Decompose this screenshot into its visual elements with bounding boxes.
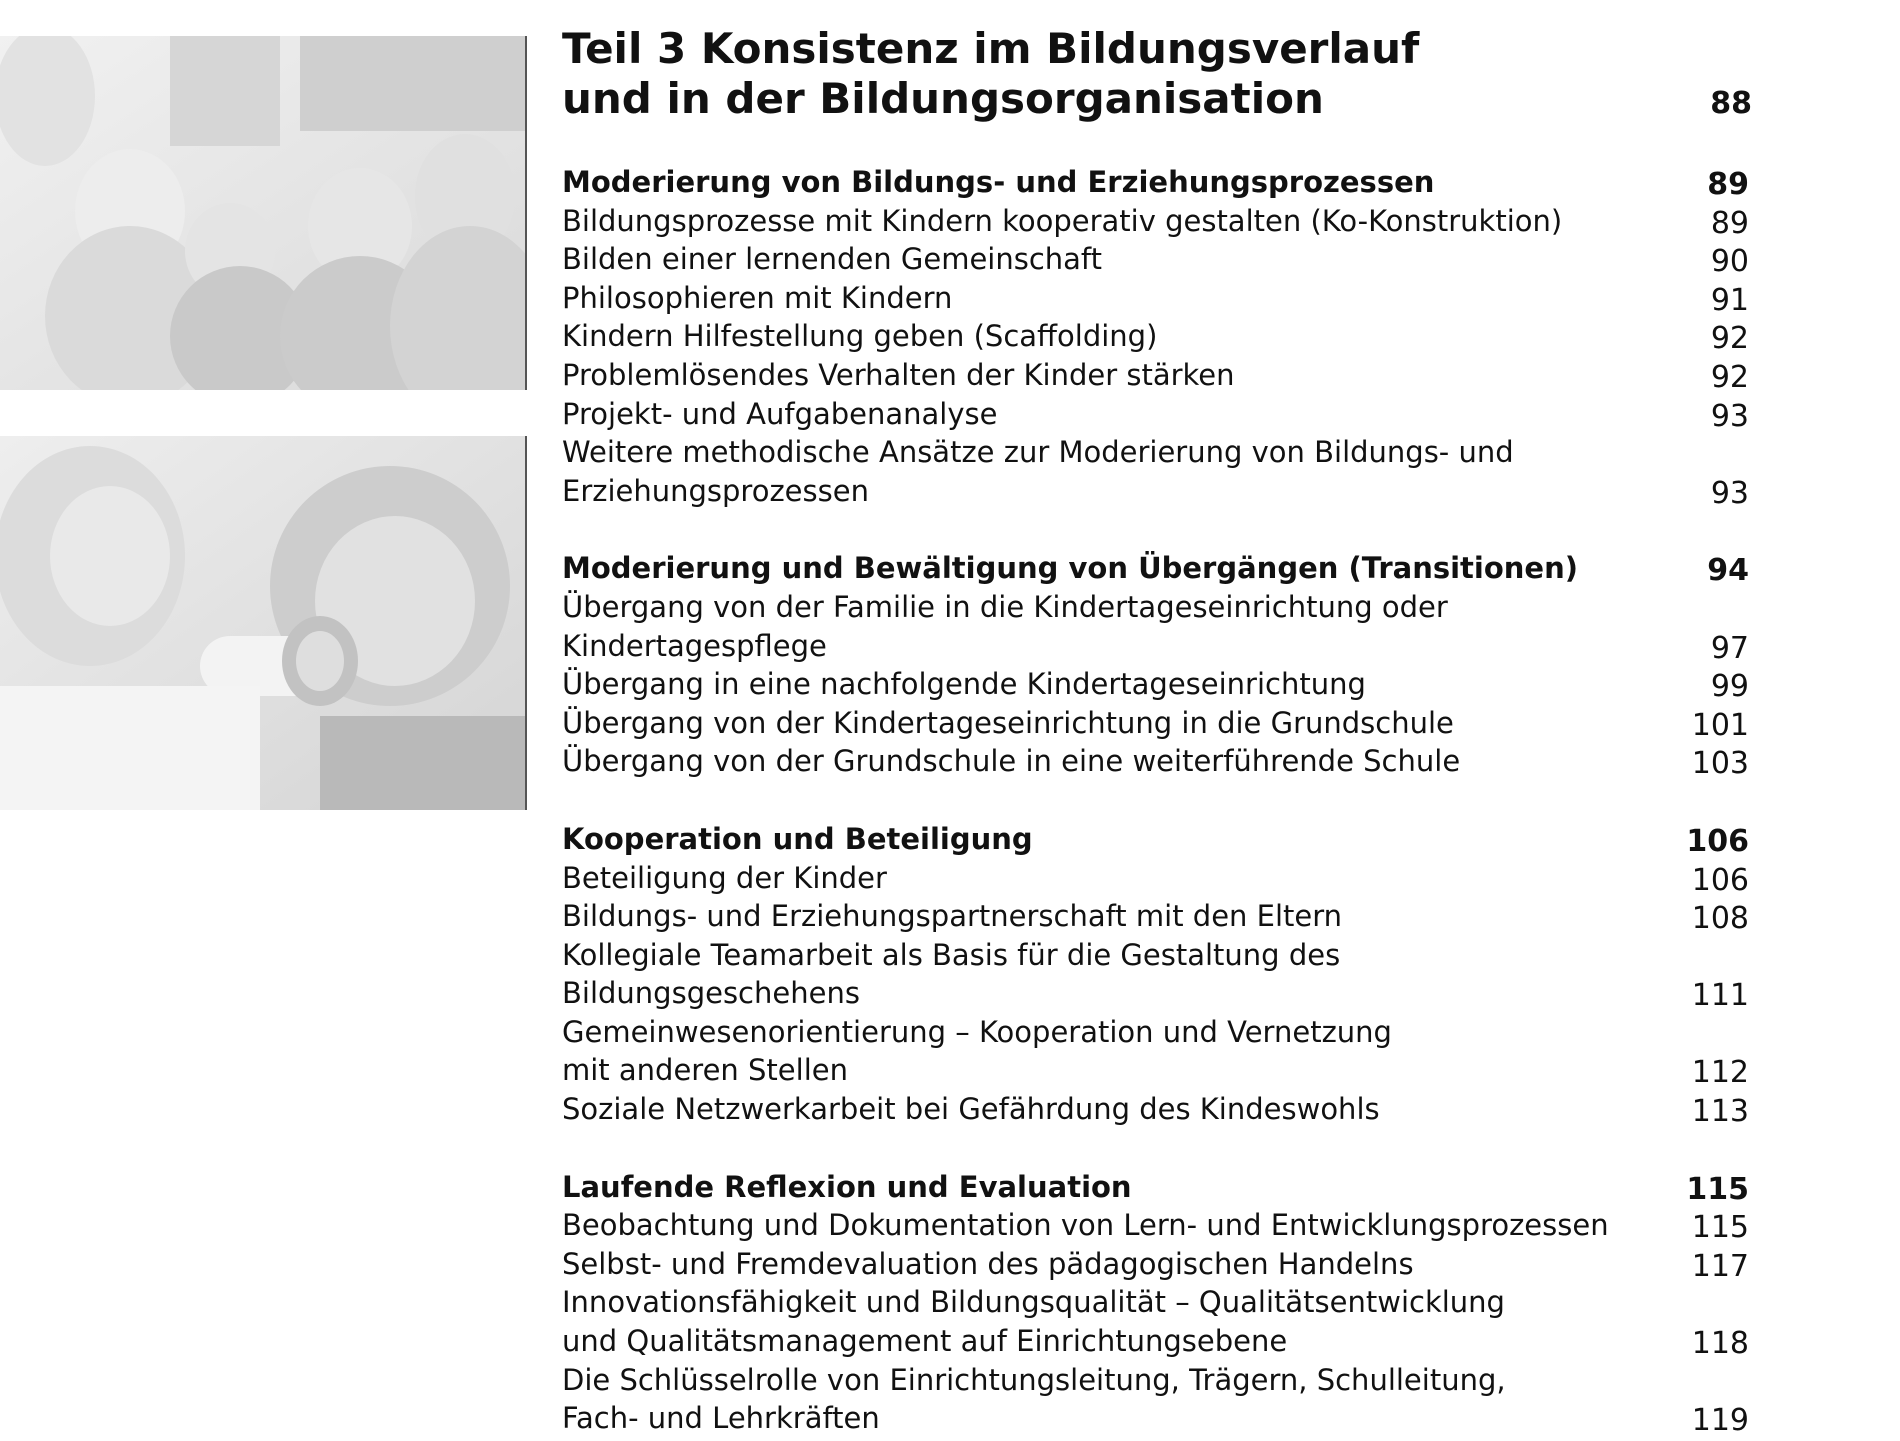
toc-entry-text: Kindertagespflege <box>562 628 827 663</box>
toc-sections <box>562 124 1752 1438</box>
toc-entry-text: Weitere methodische Ansätze zur Moderierung von Bildungs- und <box>562 435 1514 470</box>
toc-entry[interactable] <box>562 433 1752 510</box>
toc-entry-text: Beobachtung und Dokumentation von Lern- und Entwicklungsprozessen <box>562 1208 1609 1243</box>
toc-entry-text: Bildungsprozesse mit Kindern kooperativ gestalten (Ko-Konstruktion) <box>562 203 1563 238</box>
section-heading[interactable] <box>562 1168 1752 1207</box>
toc-section <box>562 549 1752 781</box>
toc-section <box>562 820 1752 1129</box>
section-heading-text: Moderierung und Bewältigung von Übergängen (Transitionen) <box>562 551 1578 586</box>
toc-entry-text: Kindern Hilfestellung geben (Scaffolding) <box>562 319 1158 354</box>
part-title <box>562 24 1752 124</box>
toc-entry-text: Soziale Netzwerkarbeit bei Gefährdung des Kindeswohls <box>562 1092 1380 1127</box>
toc-entry[interactable] <box>562 1283 1752 1360</box>
section-spacer <box>562 124 1752 163</box>
section-heading[interactable] <box>562 549 1752 588</box>
toc-entry-page-number: 118 <box>1691 1326 1749 1362</box>
photo-divider-bottom <box>525 436 527 810</box>
photo-children-group-image <box>0 36 525 390</box>
section-heading[interactable] <box>562 820 1752 859</box>
section-spacer <box>562 781 1752 820</box>
toc-entry-page-number: 106 <box>1691 862 1749 898</box>
part-title-line-2: und in der Bildungsorganisation <box>562 74 1324 123</box>
section-heading-text: Kooperation und Beteiligung <box>562 821 1033 856</box>
section-page-number: 89 <box>1707 167 1749 202</box>
toc-entry[interactable] <box>562 1013 1752 1090</box>
part-title-line-1: Teil 3 Konsistenz im Bildungsverlauf <box>562 24 1420 73</box>
toc-entry[interactable] <box>562 704 1752 743</box>
toc-entry-text: Übergang von der Grundschule in eine weiterführende Schule <box>562 744 1461 779</box>
toc-entry-text: Fach- und Lehrkräften <box>562 1401 880 1436</box>
toc-entry-text: Projekt- und Aufgabenanalyse <box>562 396 998 431</box>
photo-children-magnifier <box>0 436 525 810</box>
toc-entry-text: Selbst- und Fremdevaluation des pädagogischen Handelns <box>562 1246 1414 1281</box>
toc-entry-text: Problemlösendes Verhalten der Kinder stärken <box>562 357 1235 392</box>
toc-entry[interactable] <box>562 1206 1752 1245</box>
toc-entry-text: Gemeinwesenorientierung – Kooperation und Vernetzung <box>562 1014 1392 1049</box>
toc-entry-page-number: 103 <box>1691 746 1749 782</box>
toc-entry-text: Übergang von der Familie in die Kindertageseinrichtung oder <box>562 589 1448 624</box>
toc-entry-text: Erziehungsprozessen <box>562 473 869 508</box>
toc-entry-text: Bilden einer lernenden Gemeinschaft <box>562 242 1102 277</box>
section-page-number: 106 <box>1686 823 1749 859</box>
toc-entry-text: Innovationsfähigkeit und Bildungsqualität – Qualitätsentwicklung <box>562 1285 1505 1320</box>
section-heading[interactable] <box>562 163 1752 202</box>
toc-entry-page-number: 113 <box>1691 1094 1749 1130</box>
toc-entry-text: Philosophieren mit Kindern <box>562 280 953 315</box>
toc-entry-page-number: 111 <box>1691 978 1749 1014</box>
photo-divider-top <box>525 36 527 390</box>
toc-entry-page-number: 119 <box>1691 1403 1749 1439</box>
photo-children-magnifier-image <box>0 436 525 810</box>
toc-entry[interactable] <box>562 936 1752 1013</box>
toc-entry-page-number: 93 <box>1710 398 1749 434</box>
toc-entry[interactable] <box>562 395 1752 434</box>
toc-entry-page-number: 99 <box>1710 669 1749 705</box>
toc-section <box>562 163 1752 510</box>
toc-entry-page-number: 117 <box>1691 1248 1749 1284</box>
section-spacer <box>562 510 1752 549</box>
section-page-number: 94 <box>1707 553 1749 589</box>
section-spacer <box>562 1129 1752 1168</box>
toc-entry-text: Übergang von der Kindertageseinrichtung in die Grundschule <box>562 705 1454 740</box>
toc-entry-text: Kollegiale Teamarbeit als Basis für die Gestaltung des <box>562 937 1341 972</box>
toc-entry-page-number: 91 <box>1710 282 1749 318</box>
toc-entry-page-number: 92 <box>1710 359 1749 395</box>
toc-entry[interactable] <box>562 1245 1752 1284</box>
toc-entry[interactable] <box>562 742 1752 781</box>
toc-entry-text: Bildungsgeschehens <box>562 976 860 1011</box>
toc-entry[interactable] <box>562 897 1752 936</box>
toc-entry-text: Die Schlüsselrolle von Einrichtungsleitung, Trägern, Schulleitung, <box>562 1362 1506 1397</box>
toc-entry-text: mit anderen Stellen <box>562 1053 848 1088</box>
toc-entry-page-number: 89 <box>1710 205 1749 241</box>
toc-entry-page-number: 112 <box>1691 1055 1749 1091</box>
toc-entry-page-number: 97 <box>1710 630 1749 666</box>
toc-entry-page-number: 93 <box>1710 475 1749 511</box>
toc-entry[interactable] <box>562 1090 1752 1129</box>
table-of-contents <box>562 24 1752 1438</box>
section-page-number: 115 <box>1686 1171 1749 1207</box>
part-page-number: 88 <box>1710 86 1752 121</box>
toc-entry[interactable] <box>562 202 1752 241</box>
toc-entry-page-number: 108 <box>1691 901 1749 937</box>
toc-entry[interactable] <box>562 665 1752 704</box>
toc-entry-page-number: 115 <box>1691 1210 1749 1246</box>
section-heading-text: Moderierung von Bildungs- und Erziehungsprozessen <box>562 165 1435 199</box>
toc-entry-page-number: 101 <box>1691 707 1749 743</box>
toc-entry[interactable] <box>562 1361 1752 1438</box>
photo-children-group <box>0 36 525 390</box>
section-heading-text: Laufende Reflexion und Evaluation <box>562 1169 1132 1204</box>
toc-section <box>562 1168 1752 1438</box>
toc-entry-text: und Qualitätsmanagement auf Einrichtungsebene <box>562 1324 1288 1359</box>
toc-entry-text: Übergang in eine nachfolgende Kindertageseinrichtung <box>562 667 1366 702</box>
toc-entry-page-number: 92 <box>1710 321 1749 357</box>
toc-entry[interactable] <box>562 588 1752 665</box>
toc-entry-text: Bildungs- und Erziehungspartnerschaft mit den Eltern <box>562 899 1343 934</box>
toc-entry[interactable] <box>562 240 1752 279</box>
toc-entry[interactable] <box>562 317 1752 356</box>
toc-entry[interactable] <box>562 356 1752 395</box>
toc-entry[interactable] <box>562 859 1752 898</box>
toc-entry-text: Beteiligung der Kinder <box>562 860 887 895</box>
toc-entry-page-number: 90 <box>1710 244 1749 280</box>
toc-entry[interactable] <box>562 279 1752 318</box>
